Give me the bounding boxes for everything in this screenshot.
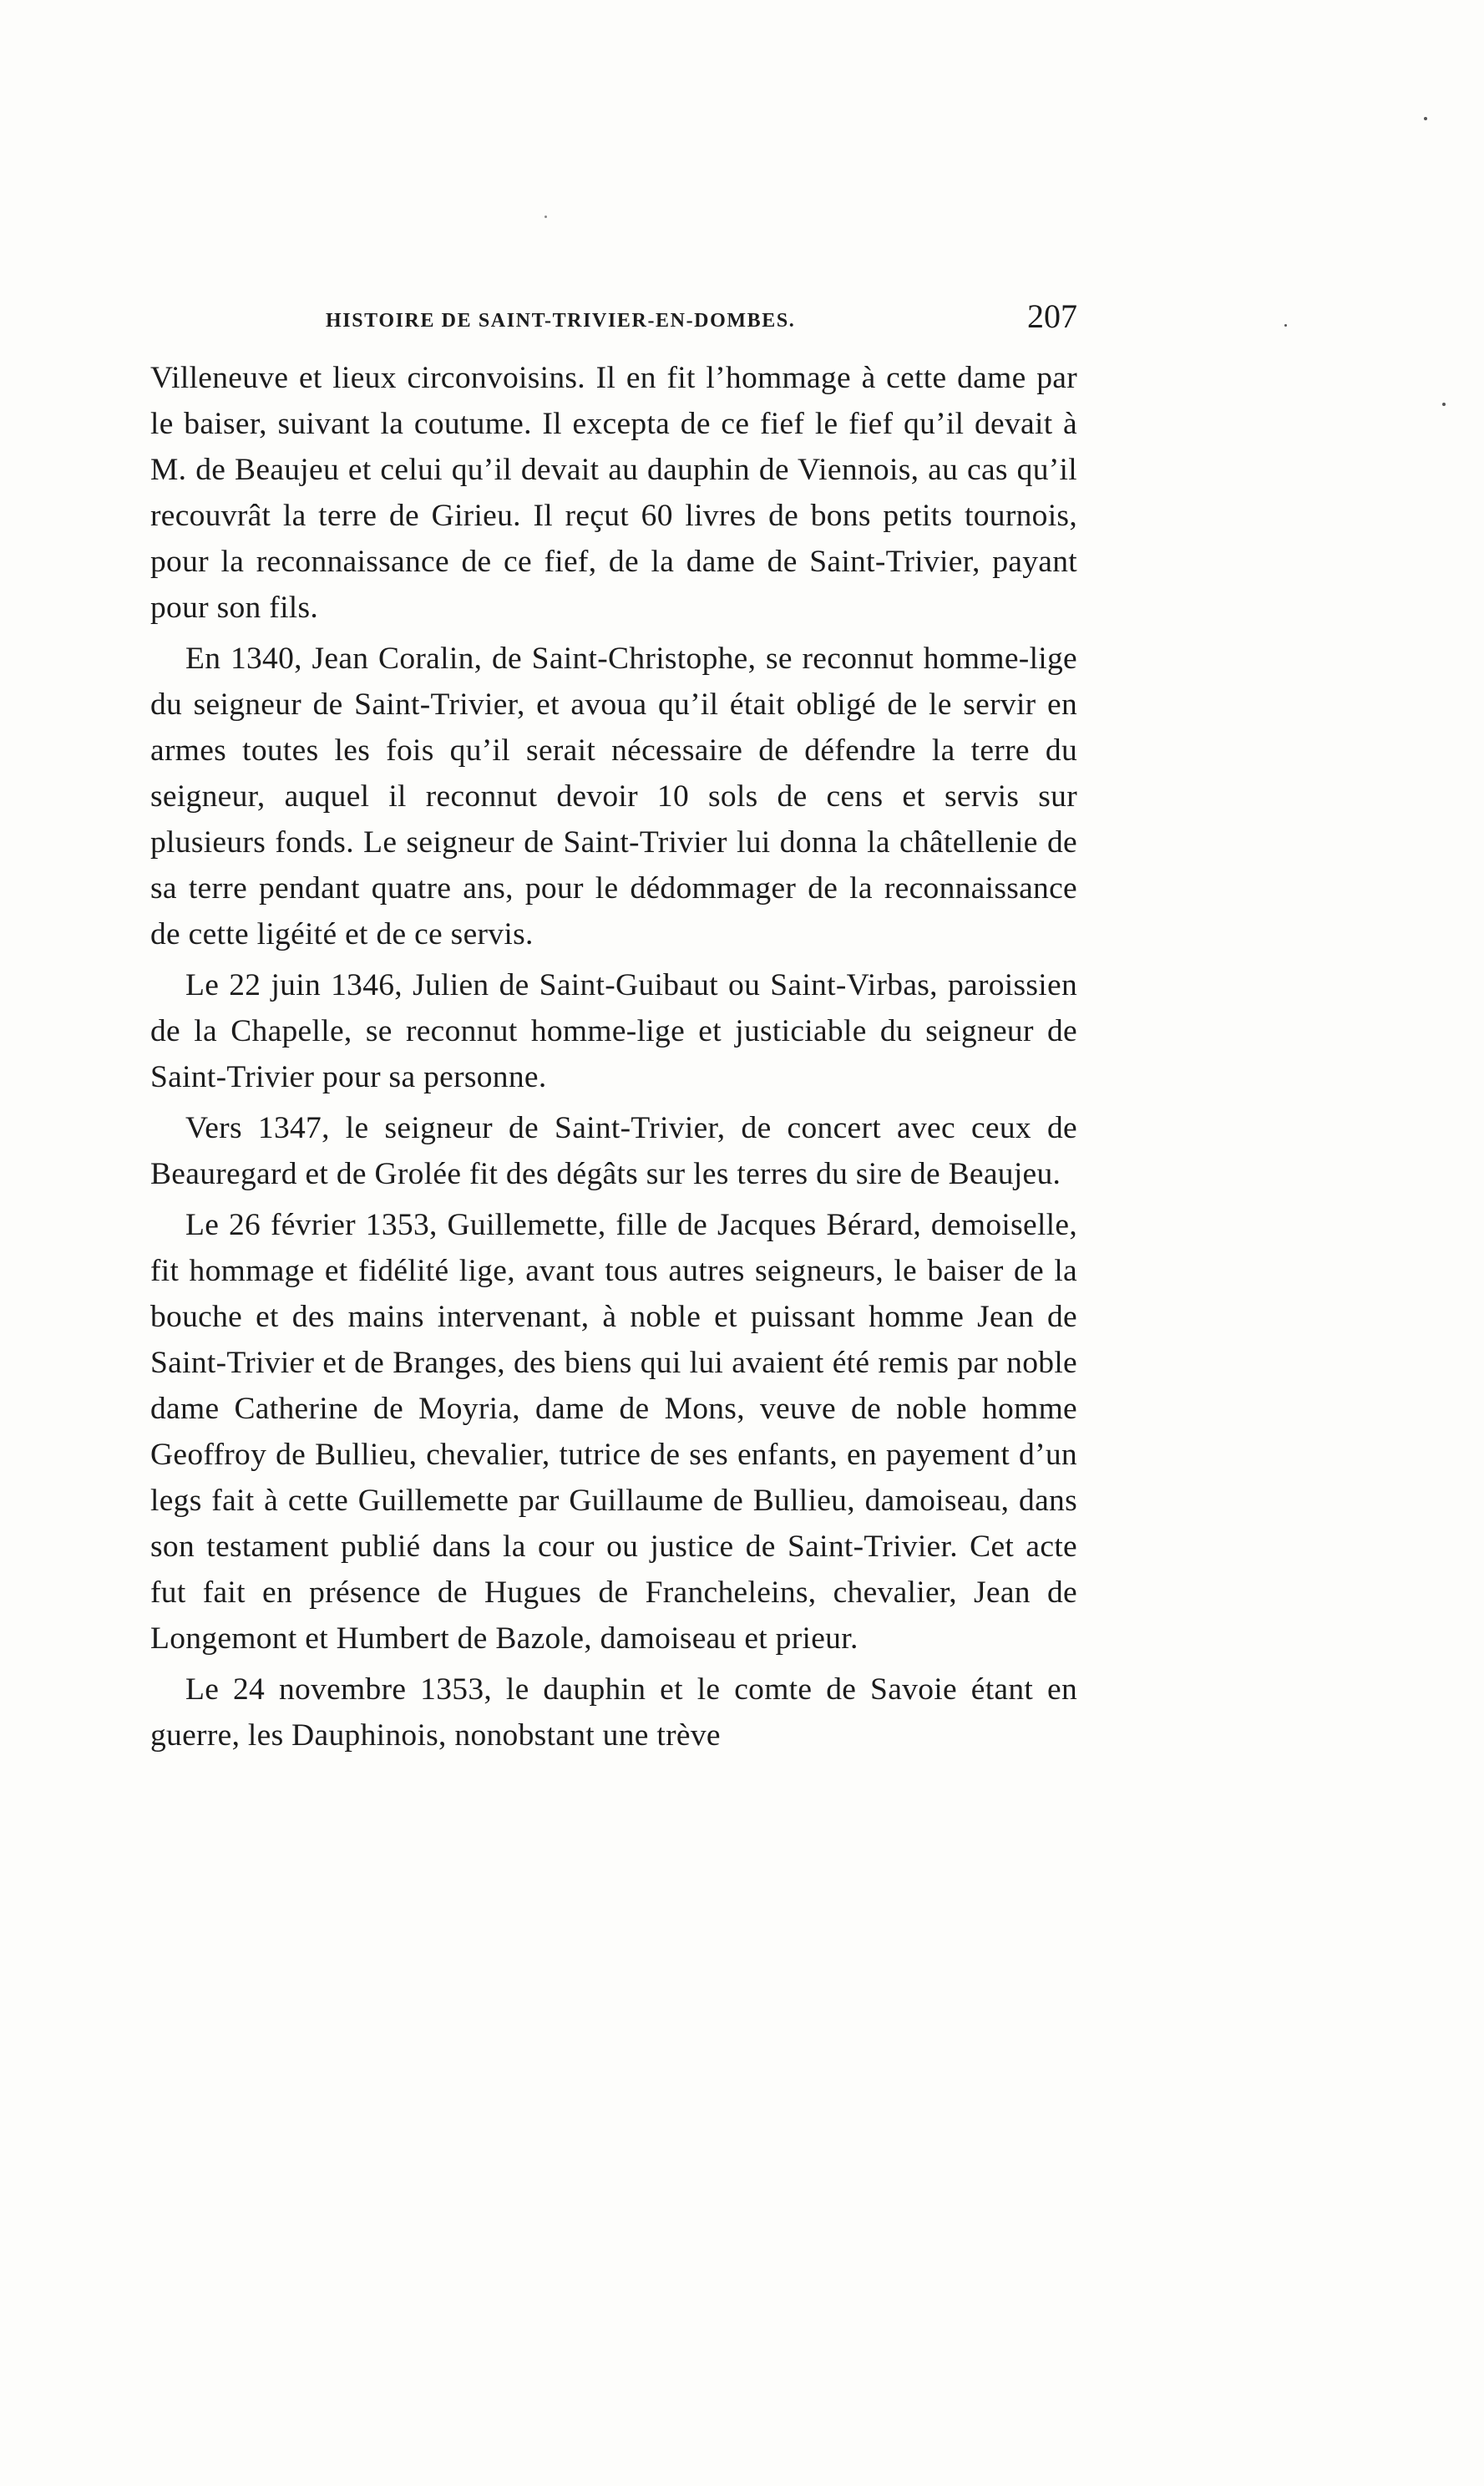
paragraph-continuation: Villeneuve et lieux circonvoisins. Il en fit l’hommage à cette dame par le baiser, suivant la coutume. Il excepta de ce fief le fief qu’il devait à M. de Beaujeu et celui qu’il devait au dauphin de Viennois, au cas qu’il recouvrât la terre de Girieu. Il reçut 60 livres de bons petits tournois, pour la reconnaissance de ce fief, de la dame de Saint-Trivier, payant pour son fils. — [150, 361, 1077, 625]
paragraph-1353-february: Le 26 février 1353, Guillemette, fille de Jacques Bérard, demoiselle, fit hommage et fidélité lige, avant tous autres seigneurs, le baiser de la bouche et des mains intervenant, à noble et puissant homme Jean de Saint-Trivier et de Branges, des biens qui lui avaient été remis par noble dame Catherine de Moyria, dame de Mons, veuve de noble homme Geoffroy de Bullieu, chevalier, tutrice de ses enfants, en payement d’un legs fait à cette Guillemette par Guillaume de Bullieu, damoiseau, dans son testament publié dans la cour ou justice de Saint-Trivier. Cet acte fut fait en présence de Hugues de Francheleins, chevalier, Jean de Longemont et Humbert de Bazole, damoiseau et prieur. — [150, 1208, 1077, 1656]
scan-speck — [1442, 403, 1446, 406]
running-head — [150, 297, 1077, 347]
paragraph-1347: Vers 1347, le seigneur de Saint-Trivier, de concert avec ceux de Beauregard et de Grolée fit des dégâts sur les terres du sire de Beaujeu. — [150, 1111, 1077, 1191]
page-number: 207 — [1027, 297, 1077, 335]
paragraph-1340: En 1340, Jean Coralin, de Saint-Christophe, se reconnut homme-lige du seigneur de Saint-Trivier, et avoua qu’il était obligé de le servir en armes toutes les fois qu’il serait nécessaire de défendre la terre du seigneur, auquel il reconnut devoir 10 sols de cens et servis sur plusieurs fonds. Le seigneur de Saint-Trivier lui donna la châtellenie de sa terre pendant quatre ans, pour le dédommager de la reconnaissance de cette ligéité et de ce servis. — [150, 642, 1077, 951]
scan-speck — [1284, 324, 1287, 327]
paragraph-1353-november: Le 24 novembre 1353, le dauphin et le comte de Savoie étant en guerre, les Dauphinois, nonobstant une trève — [150, 1672, 1077, 1753]
scan-speck — [1424, 117, 1427, 120]
paragraph-1346: Le 22 juin 1346, Julien de Saint-Guibaut ou Saint-Virbas, paroissien de la Chapelle, se reconnut homme-lige et justiciable du seigneur de Saint-Trivier pour sa personne. — [150, 968, 1077, 1094]
scan-speck — [544, 216, 547, 218]
running-title: HISTOIRE DE SAINT-TRIVIER-EN-DOMBES. — [326, 310, 796, 332]
body-text — [150, 355, 1077, 1763]
